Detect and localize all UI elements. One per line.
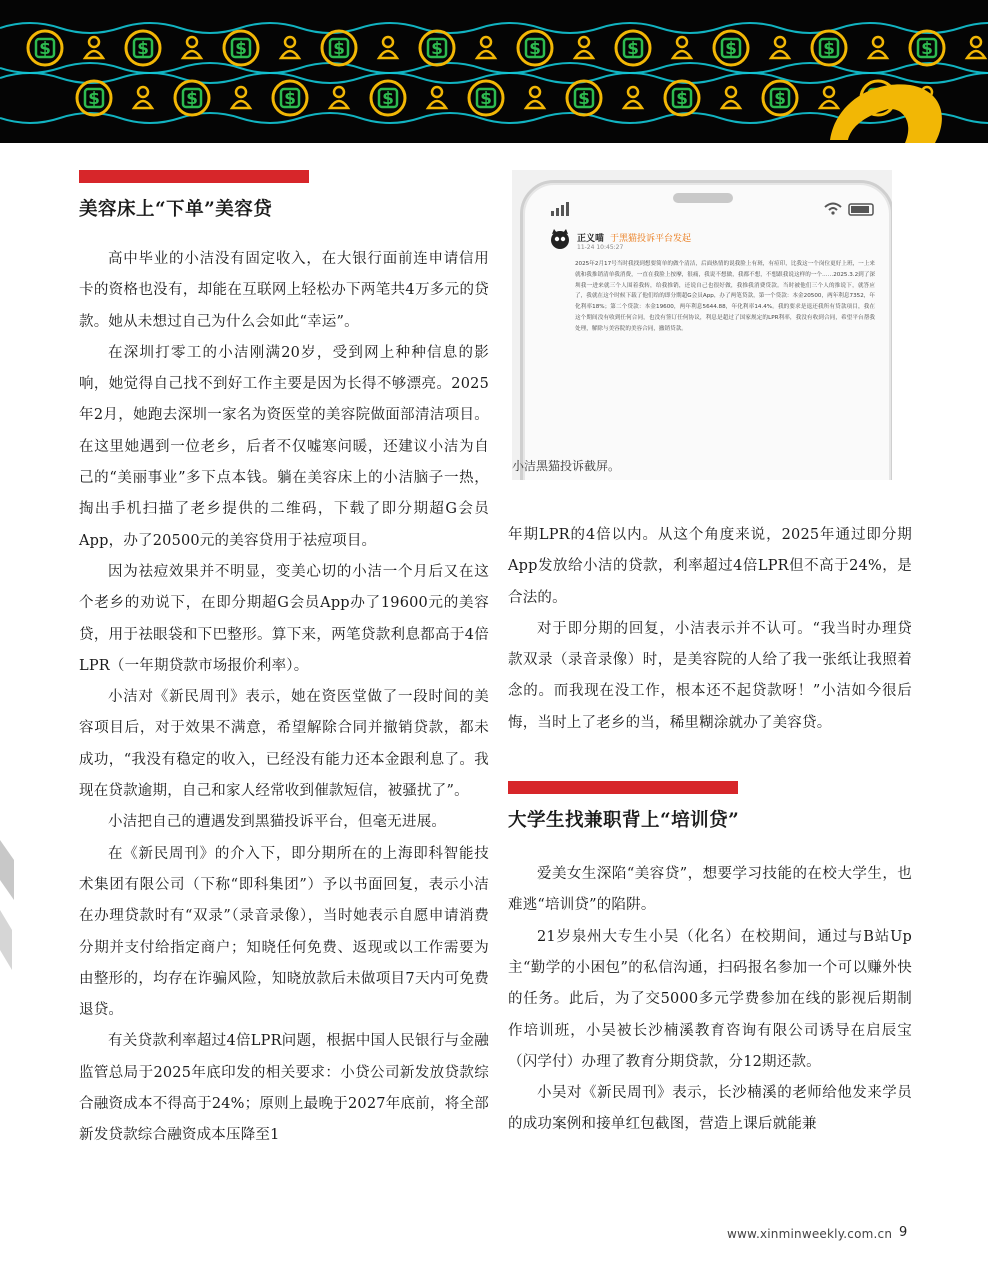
person-icon <box>236 87 246 97</box>
person-icon <box>869 51 887 58</box>
person-icon <box>624 101 642 108</box>
person-icon <box>722 101 740 108</box>
person-icon <box>575 51 593 58</box>
footer-url: www.xinminweekly.com.cn <box>727 1227 893 1241</box>
person-icon <box>873 37 883 47</box>
person-icon <box>383 37 393 47</box>
paragraph: 高中毕业的小洁没有固定收入，在大银行面前连申请信用卡的资格也没有，却能在互联网上轻松办下两笔共4万多元的贷款。她从未想过自己为什么会如此“幸运”。 <box>79 251 489 330</box>
dollar-sign-glyph: $ <box>529 39 541 59</box>
person-icon <box>334 87 344 97</box>
dollar-sign-glyph: $ <box>382 89 394 109</box>
paragraph: 小吴对《新民周刊》表示，长沙楠溪的老师给他发来学员的成功案例和接单红包截图，营造上课后就能兼 <box>508 1085 912 1133</box>
dollar-sign-glyph: $ <box>823 39 835 59</box>
phone-frame <box>520 180 892 480</box>
paragraph: 21岁泉州大专生小吴（化名）在校期间，通过与B站Up主“勤学的小困包”的私信沟通，扫码报名参加一个可以赚外快的任务。此后，为了交5000多元学费参加在线的影视后期制作培训班，小吴被长沙楠溪教育咨询有限公司诱导在启辰宝（闪学付）办理了教育分期贷款，分12期还款。 <box>508 928 912 1070</box>
paragraph: 有关贷款利率超过4倍LPR问题，根据中国人民银行与金融监管总局于2025年底印发的相关要求：小贷公司新发放贷款综合融资成本不得高于24%；原则上最晚于2027年底前，将全部新发贷款综合融资成本压降至1 <box>79 1033 489 1144</box>
section-marker-bar <box>79 170 309 183</box>
person-icon <box>187 37 197 47</box>
dollar-sign-glyph: $ <box>284 89 296 109</box>
paragraph: 因为祛痘效果并不明显，变美心切的小洁一个月后又在这个老乡的劝说下，在即分期超G会员App办了19600元的美容贷，用于祛眼袋和下巴整形。算下来，两笔贷款利息都高于4倍LPR（一年期贷款市场报价利率）。 <box>79 563 489 674</box>
speaker-slot <box>673 193 733 203</box>
person-icon <box>134 101 152 108</box>
section-title-beauty-loan: 美容床上“下单”美容贷 <box>79 199 273 220</box>
user-name: 正义喵 <box>577 234 605 244</box>
page-number: 9 <box>899 1225 908 1240</box>
complaint-source: 于黑猫投诉平台发起 <box>610 234 692 244</box>
signal-icon <box>551 199 611 219</box>
wifi-battery-icon <box>823 199 883 219</box>
person-icon <box>526 101 544 108</box>
person-icon <box>579 37 589 47</box>
person-icon <box>775 37 785 47</box>
left-column <box>79 170 489 1152</box>
person-icon <box>379 51 397 58</box>
dollar-sign-glyph: $ <box>235 39 247 59</box>
person-icon <box>432 87 442 97</box>
person-icon <box>481 37 491 47</box>
person-icon <box>428 101 446 108</box>
person-icon <box>285 37 295 47</box>
person-icon <box>824 87 834 97</box>
paragraph: 爱美女生深陷“美容贷”，想要学习技能的在校大学生，也难逃“培训贷”的陷阱。 <box>508 866 912 914</box>
dollar-sign-glyph: $ <box>333 39 345 59</box>
cat-avatar-icon <box>549 228 571 250</box>
person-icon <box>971 37 981 47</box>
person-icon <box>281 51 299 58</box>
dollar-sign-glyph: $ <box>627 39 639 59</box>
person-icon <box>673 51 691 58</box>
section-title-training-loan: 大学生找兼职背上“培训贷” <box>508 810 740 832</box>
complaint-body: 2025年2月17号当时我找到想要简单的做个清洁，后面热情的说我脸上有斑，有痘印，比我这一个岗位更好上班，一上来就和我推销清单我消费，一直在我脸上按摩，很痛，我说不想做，我都不想，不想跟我说这样的一个……2025.3.2到了深圳我一进来就三个人围着我转，给我推销，还说自己也很好做，我推我消费贷款。当时被他们三个人的推说下，就答应了，我就在这个时候下载了他们给的即分期超G会员App，办了两笔贷款，第一个贷款：本金20500，两年利息7352，年化利率18%；第二个贷款：本金19600，两年利息5644.88，年化利率14.4%。我的要求是退还我所有贷款项目，我在这个期间没有收到任何合同，也没有签订任何协议，利息是超过了国家规定的LPR利率，我没有收到合同，希望平台帮我处理，解除与美容院的美容合同，撤销贷款。 <box>575 261 875 332</box>
figure-caption: 小洁黑猫投诉截屏。 <box>512 459 621 473</box>
dollar-sign-glyph: $ <box>921 39 933 59</box>
paragraph: 对于即分期的回复，小洁表示并不认可。“我当时办理贷款双录（录音录像）时，是美容院的人给了我一张纸让我照着念的。而我现在没工作，根本还不起贷款呀！”小洁如今很后悔，当时上了老乡的当，稀里糊涂就办了美容贷。 <box>508 620 912 731</box>
person-icon <box>677 37 687 47</box>
paragraph: 小洁对《新民周刊》表示，她在资医堂做了一段时间的美容项目后，对于效果不满意，希望解除合同并撤销贷款，都未成功，“我没有稳定的收入，已经没有能力还本金跟利息了。我现在贷款逾期，自己和家人经常收到催款短信，被骚扰了”。 <box>79 689 489 800</box>
banner-art <box>0 0 988 143</box>
person-icon <box>726 87 736 97</box>
dollar-sign-glyph: $ <box>480 89 492 109</box>
paragraph: 在《新民周刊》的介入下，即分期所在的上海即科智能技术集团有限公司（下称“即科集团”）予以书面回复，表示小洁在办理贷款时有“双录”（录音录像），当时她表示自愿申请消费分期并支付给指定商户；知晓任何免费、返现或以工作需要为由整形的，均存在诈骗风险，知晓放款后未做项目7天内可免费退贷。 <box>79 845 489 1019</box>
person-icon <box>330 101 348 108</box>
coin-chain-graphic <box>0 23 988 123</box>
edge-graphic <box>0 840 14 980</box>
dollar-sign-glyph: $ <box>676 89 688 109</box>
person-icon <box>820 101 838 108</box>
person-icon <box>967 51 985 58</box>
person-icon <box>138 87 148 97</box>
header-banner <box>0 0 988 143</box>
dollar-sign-glyph: $ <box>578 89 590 109</box>
dollar-sign-glyph: $ <box>137 39 149 59</box>
dollar-sign-glyph: $ <box>186 89 198 109</box>
person-icon <box>628 87 638 97</box>
complaint-screenshot-figure <box>512 170 892 480</box>
person-icon <box>530 87 540 97</box>
complaint-user <box>577 231 691 244</box>
person-icon <box>85 51 103 58</box>
paragraph-continued: 年期LPR的4倍以内。从这个角度来说，2025年通过即分期App发放给小洁的贷款，利率超过4倍LPR但不高于24%，是合法的。 <box>508 527 912 606</box>
person-icon <box>477 51 495 58</box>
person-icon <box>232 101 250 108</box>
dollar-sign-glyph: $ <box>88 89 100 109</box>
dollar-sign-glyph: $ <box>725 39 737 59</box>
person-icon <box>771 51 789 58</box>
person-icon <box>183 51 201 58</box>
dollar-sign-glyph: $ <box>39 39 51 59</box>
dollar-sign-glyph: $ <box>774 89 786 109</box>
dollar-sign-glyph: $ <box>431 39 443 59</box>
paragraph: 小洁把自己的遭遇发到黑猫投诉平台，但毫无进展。 <box>108 814 447 831</box>
section-marker-bar <box>508 781 738 794</box>
person-icon <box>89 37 99 47</box>
paragraph: 在深圳打零工的小洁刚满20岁，受到网上种种信息的影响，她觉得自己找不到好工作主要是因为长得不够漂亮。2025年2月，她跑去深圳一家名为资医堂的美容院做面部清洁项目。在这里她遇到一位老乡，后者不仅嘘寒问暖，还建议小洁为自己的“美丽事业”多下点本钱。躺在美容床上的小洁脑子一热，掏出手机扫描了老乡提供的二维码，下载了即分期超G会员App，办了20500元的美容贷用于祛痘项目。 <box>79 344 489 549</box>
complaint-time: 11-24 10:45:27 <box>577 244 624 251</box>
right-column <box>508 520 912 1141</box>
